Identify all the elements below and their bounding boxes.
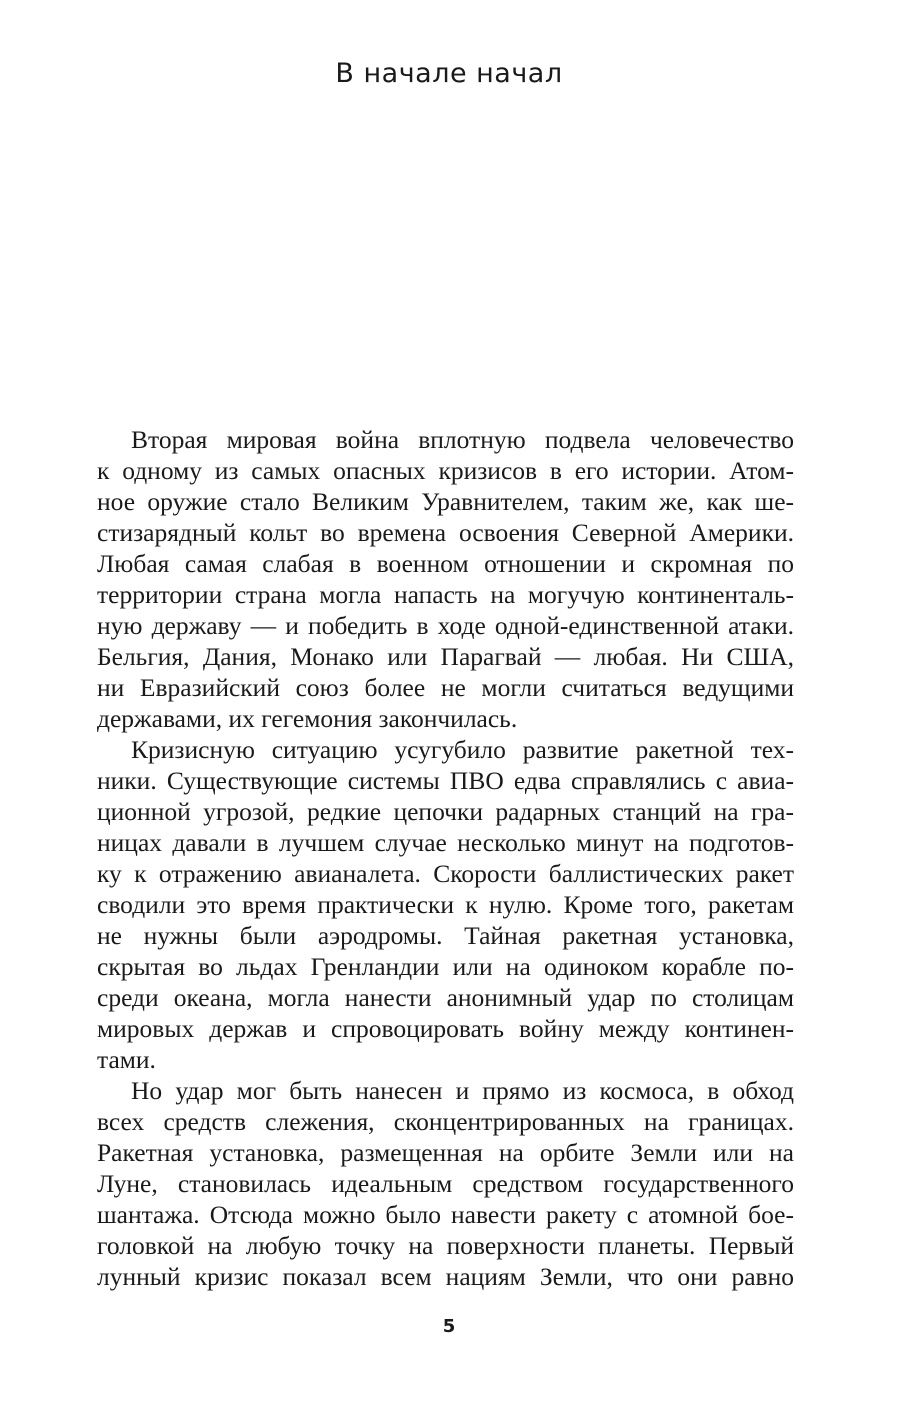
text-line: лунный кризис показал всем нациям Земли, что они равно <box>97 1262 794 1291</box>
text-line: Бельгия, Дания, Монако или Парагвай — любая. Ни США, <box>97 642 794 671</box>
text-line: ционной угрозой, редкие цепочки радарных станций на гра- <box>97 797 794 826</box>
text-line: сводили это время практически к нулю. Кроме того, ракетам <box>97 890 794 919</box>
text-line: ную державу — и победить в ходе одной-единственной атаки. <box>97 611 794 640</box>
page-number: 5 <box>442 1316 456 1337</box>
text-line: стизарядный кольт во времена освоения Северной Америки. <box>97 518 794 547</box>
text-line: Луне, становилась идеальным средством государственного <box>97 1169 794 1198</box>
text-line: скрытая во льдах Гренландии или на одиноком корабле по- <box>97 952 794 981</box>
text-line: ники. Существующие системы ПВО едва справлялись с авиа- <box>97 766 794 795</box>
text-line: территории страна могла напасть на могучую континенталь- <box>97 580 794 609</box>
paragraph-3 <box>97 1075 794 1292</box>
text-line: ницах давали в лучшем случае несколько минут на подготов- <box>97 828 794 857</box>
text-line: Вторая мировая война вплотную подвела человечество <box>131 425 794 454</box>
paragraph-2 <box>97 734 794 1075</box>
text-line: Любая самая слабая в военном отношении и скромная по <box>97 549 794 578</box>
text-line: не нужны были аэродромы. Тайная ракетная установка, <box>97 921 794 950</box>
text-line: всех средств слежения, сконцентрированных на границах. <box>97 1107 794 1136</box>
text-line: ку к отражению авианалета. Скорости баллистических ракет <box>97 859 794 888</box>
text-line: ни Евразийский союз более не могли считаться ведущими <box>97 673 794 702</box>
text-line: тами. <box>97 1045 156 1074</box>
chapter-title: В начале начал <box>335 58 563 89</box>
text-line: головкой на любую точку на поверхности планеты. Первый <box>97 1231 794 1260</box>
text-line: среди океана, могла нанести анонимный удар по столицам <box>97 983 794 1012</box>
text-line: к одному из самых опасных кризисов в его истории. Атом- <box>97 456 794 485</box>
body-text <box>97 424 794 1292</box>
text-line: шантажа. Отсюда можно было навести ракету с атомной бое- <box>97 1200 794 1229</box>
text-line: Кризисную ситуацию усугубило развитие ракетной тех- <box>131 735 794 764</box>
text-line: ное оружие стало Великим Уравнителем, таким же, как ше- <box>97 487 794 516</box>
text-line: Но удар мог быть нанесен и прямо из космоса, в обход <box>131 1076 794 1105</box>
paragraph-1 <box>97 424 794 734</box>
text-line: Ракетная установка, размещенная на орбите Земли или на <box>97 1138 794 1167</box>
text-line: мировых держав и спровоцировать войну между континен- <box>97 1014 794 1043</box>
text-line: державами, их гегемония закончилась. <box>97 704 518 733</box>
